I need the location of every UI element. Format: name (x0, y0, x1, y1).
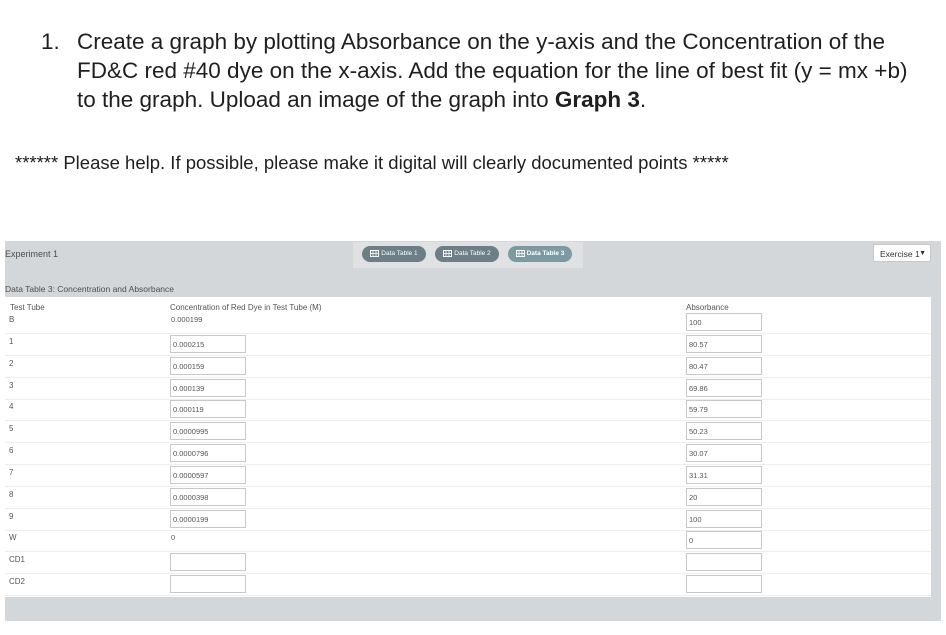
concentration-input[interactable] (170, 510, 246, 528)
test-tube-label: 2 (9, 359, 14, 368)
panel-footer (5, 598, 931, 621)
test-tube-label: 1 (9, 337, 14, 346)
test-tube-label: CD1 (9, 555, 26, 564)
chevron-down-icon: ▼ (919, 250, 926, 257)
test-tube-label: B (9, 315, 15, 324)
absorbance-input[interactable] (686, 357, 762, 375)
table-icon (443, 250, 452, 257)
table-row (5, 420, 931, 443)
tab-label: Data Table 2 (454, 250, 491, 257)
table-icon (516, 250, 525, 257)
concentration-input[interactable] (170, 466, 246, 484)
concentration-input[interactable] (170, 488, 246, 506)
absorbance-input[interactable] (686, 444, 762, 462)
table-row (5, 573, 931, 596)
absorbance-input[interactable] (686, 313, 762, 331)
absorbance-input[interactable] (686, 510, 762, 528)
graph-3-label: Graph 3 (554, 87, 640, 112)
concentration-input[interactable] (170, 553, 246, 571)
experiment-title: Experiment 1 (5, 249, 59, 259)
test-tube-label: 9 (9, 512, 14, 521)
tab-data-table-1[interactable] (362, 246, 426, 262)
concentration-value: 0 (171, 533, 176, 542)
exercise-select[interactable] (873, 244, 931, 262)
concentration-input[interactable] (170, 422, 246, 440)
table-row (5, 377, 931, 400)
table-row (5, 398, 931, 421)
tab-label: Data Table 3 (526, 250, 565, 257)
concentration-input[interactable] (170, 444, 246, 462)
absorbance-input[interactable] (686, 553, 762, 571)
test-tube-label: 6 (9, 446, 14, 455)
column-header-test-tube: Test Tube (10, 303, 45, 312)
concentration-input[interactable] (170, 575, 246, 593)
table-row (5, 311, 931, 334)
data-table-3 (5, 297, 931, 597)
tab-data-table-3[interactable] (508, 246, 572, 262)
data-table-tabs (353, 242, 583, 268)
concentration-input[interactable] (170, 400, 246, 418)
tab-label: Data Table 1 (381, 250, 418, 257)
experiment-panel (5, 241, 941, 621)
absorbance-input[interactable] (686, 488, 762, 506)
table-row (5, 355, 931, 378)
absorbance-input[interactable] (686, 531, 762, 549)
test-tube-label: 8 (9, 490, 14, 499)
table-row (5, 333, 931, 356)
tab-data-table-2[interactable] (435, 246, 499, 262)
concentration-input[interactable] (170, 357, 246, 375)
absorbance-input[interactable] (686, 422, 762, 440)
table-caption: Data Table 3: Concentration and Absorbance (5, 284, 175, 294)
question-text-main: Create a graph by plotting Absorbance on the y-axis and the Concentration of the FD&C red #40 dye on the x-axis. Add the equation for the line of best fit (y = mx +b) to the graph. Upload an image of the graph into (77, 29, 908, 112)
table-icon (370, 250, 379, 257)
experiment-topbar (5, 241, 941, 267)
absorbance-input[interactable] (686, 575, 762, 593)
absorbance-input[interactable] (686, 400, 762, 418)
table-row (5, 464, 931, 487)
table-row (5, 442, 931, 465)
column-header-absorbance: Absorbance (686, 303, 729, 312)
concentration-input[interactable] (170, 379, 246, 397)
help-request-text: ****** Please help. If possible, please make it digital will clearly documented points ***** (15, 152, 729, 173)
concentration-input[interactable] (170, 335, 246, 353)
absorbance-input[interactable] (686, 379, 762, 397)
question-text-end: . (639, 87, 647, 112)
table-row (5, 486, 931, 509)
test-tube-label: 7 (9, 468, 14, 477)
table-row (5, 529, 931, 552)
question-number: 1. (41, 29, 60, 54)
column-header-concentration: Concentration of Red Dye in Test Tube (M) (170, 303, 322, 312)
test-tube-label: 4 (9, 402, 14, 411)
test-tube-label: W (9, 533, 17, 542)
concentration-value: 0.000199 (171, 315, 203, 324)
table-row (5, 508, 931, 531)
absorbance-input[interactable] (686, 466, 762, 484)
test-tube-label: 3 (9, 381, 14, 390)
absorbance-input[interactable] (686, 335, 762, 353)
test-tube-label: 5 (9, 424, 14, 433)
question-text (77, 27, 931, 114)
test-tube-label: CD2 (9, 577, 26, 586)
table-row (5, 551, 931, 574)
exercise-select-value: Exercise 1 (880, 249, 920, 259)
